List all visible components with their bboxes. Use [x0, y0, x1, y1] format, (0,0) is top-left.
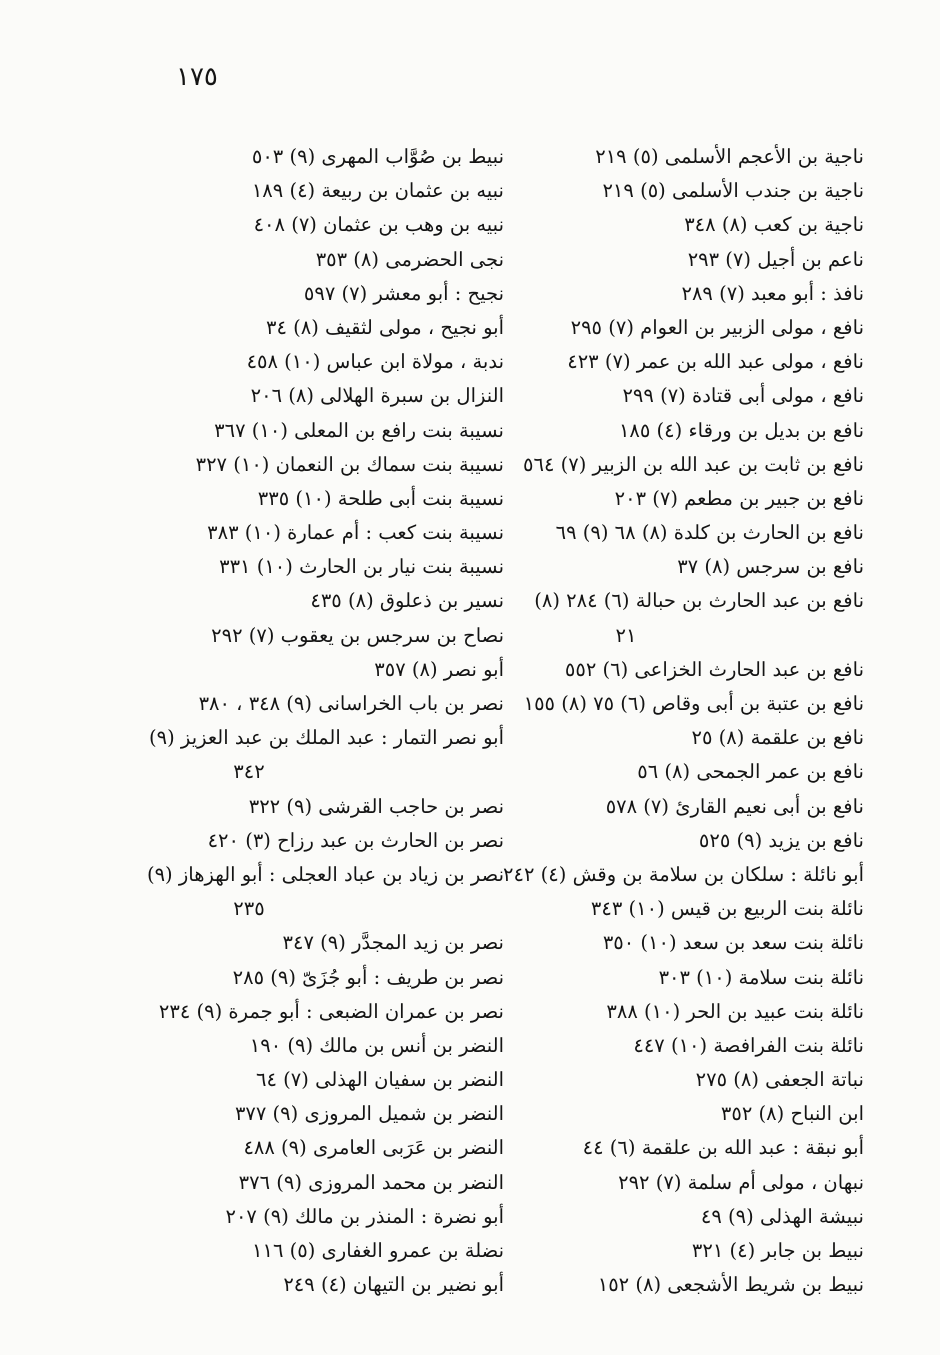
- index-entry: نافع بن يزيد (٩) ٥٢٥: [698, 828, 864, 852]
- index-entry: نافع بن الحارث بن كلدة (٨) ٦٨ (٩) ٦٩: [555, 521, 864, 545]
- index-entry: نائلة بنت سعد بن سعد (١٠) ٣٥٠: [602, 931, 864, 955]
- index-entry: نسيبة بنت نيار بن الحارث (١٠) ٣٣١: [219, 555, 504, 579]
- index-entry: نجى الحضرمى (٨) ٣٥٣: [315, 247, 504, 271]
- index-entry: نسيبة بنت كعب : أم عمارة (١٠) ٣٨٣: [207, 521, 504, 545]
- index-entry: أبو نبقة : عبد الله بن علقمة (٦) ٤٤: [582, 1136, 864, 1160]
- index-entry: نافذ : أبو معبد (٧) ٢٨٩: [681, 281, 864, 305]
- index-entry: نافع ، مولى أبى قتادة (٧) ٢٩٩: [622, 384, 864, 408]
- index-entry: نائلة بنت الربيع بن قيس (١٠) ٣٤٣: [590, 897, 864, 921]
- index-entry: نصر بن الحارث بن عبد رزاح (٣) ٤٢٠: [207, 828, 504, 852]
- index-entry: ناجية بن الأعجم الأسلمى (٥) ٢١٩: [595, 145, 864, 168]
- index-entry: نبيه بن وهب بن عثمان (٧) ٤٠٨: [253, 213, 504, 237]
- index-entry: نبيط بن صُوَّاب المهرى (٩) ٥٠٣: [251, 145, 504, 168]
- page-number: ١٧٥: [176, 62, 218, 92]
- index-entry: أبو نصر التمار : عبد الملك بن عبد العزيز (٩): [149, 726, 504, 750]
- index-entry: أبو نجيح ، مولى لثقيف (٨) ٣٤: [265, 315, 504, 339]
- index-entry: نافع بن عمر الجمحى (٨) ٥٦: [637, 760, 864, 784]
- index-entry: نبيط بن شريط الأشجعى (٨) ١٥٢: [597, 1273, 864, 1297]
- index-entry: نافع بن بديل بن ورقاء (٤) ١٨٥: [618, 418, 864, 442]
- index-entry: نصر بن عمران الضبعى : أبو جمرة (٩) ٢٣٤: [158, 999, 504, 1023]
- index-entry: نافع ، مولى الزبير بن العوام (٧) ٢٩٥: [570, 315, 864, 339]
- index-column-left: [146, 140, 504, 1302]
- index-entry: نافع بن عبد الحارث بن حبالة (٦) ٢٨٤ (٨): [534, 589, 864, 613]
- index-entry: أبو نضير بن التيهان (٤) ٢٤٩: [283, 1273, 504, 1297]
- index-entry: أبو نصر (٨) ٣٥٧: [374, 657, 504, 681]
- index-entry: النزال بن سبرة الهلالى (٨) ٢٠٦: [250, 384, 504, 408]
- index-entry: نائلة بنت عبيد بن الحر (١٠) ٣٨٨: [606, 999, 864, 1023]
- index-entry: نسيبة بنت أبى طلحة (١٠) ٣٣٥: [257, 486, 504, 510]
- index-entry: نافع بن عبد الحارث الخزاعى (٦) ٥٥٢: [564, 657, 864, 681]
- index-entry: أبو نضرة : المنذر بن مالك (٩) ٢٠٧: [225, 1204, 504, 1228]
- index-entry: نبيط بن جابر (٤) ٣٢١: [691, 1239, 864, 1262]
- index-entry: نافع بن عتبة بن أبى وقاص (٦) ٧٥ (٨) ١٥٥: [523, 692, 864, 715]
- index-entry: ناعم بن أجيل (٧) ٢٩٣: [687, 247, 864, 271]
- index-entry: ندبة ، مولاة ابن عباس (١٠) ٤٥٨: [246, 350, 504, 374]
- index-entry: نافع بن جبير بن مطعم (٧) ٢٠٣: [614, 486, 864, 510]
- index-entry: النضر بن سفيان الهذلى (٧) ٦٤: [256, 1068, 504, 1092]
- index-entry: النضر بن عَرَبى العامرى (٩) ٤٨٨: [243, 1136, 504, 1160]
- index-entry: نصاح بن سرجس بن يعقوب (٧) ٢٩٢: [211, 623, 504, 647]
- index-entry: نصر بن حاجب القرشى (٩) ٣٢٢: [248, 794, 504, 818]
- index-entry: أبو نائلة : سلكان بن سلامة بن وقش (٤) ٢٤٢: [503, 862, 864, 886]
- index-entry: ٣٤٢: [233, 760, 265, 784]
- index-entry: نصر بن زياد بن عباد العجلى : أبو الهزهاز (٩): [146, 862, 504, 886]
- index-entry: نافع ، مولى عبد الله بن عمر (٧) ٤٢٣: [567, 350, 864, 374]
- index-entry: نصر بن طريف : أبو جُزَىّ (٩) ٢٨٥: [232, 965, 504, 989]
- index-entry: نصر بن زيد المجدَّر (٩) ٣٤٧: [282, 931, 504, 955]
- index-entry: نباتة الجعفى (٨) ٢٧٥: [695, 1068, 864, 1092]
- index-entry: النضر بن محمد المروزى (٩) ٣٧٦: [238, 1170, 504, 1194]
- index-entry: نجيح : أبو معشر (٧) ٥٩٧: [303, 281, 504, 305]
- index-entry: نافع بن سرجس (٨) ٣٧: [677, 555, 864, 579]
- index-entry: نبيه بن عثمان بن ربيعة (٤) ١٨٩: [251, 179, 504, 203]
- index-entry: نائلة بنت الفرافصة (١٠) ٤٤٧: [633, 1033, 864, 1057]
- index-entry: نافع بن علقمة (٨) ٢٥: [691, 726, 864, 750]
- index-entry: نسيبة بنت سماك بن النعمان (١٠) ٣٢٧: [195, 452, 504, 476]
- index-entry: نصر بن باب الخراسانى (٩) ٣٤٨ ، ٣٨٠: [198, 692, 504, 715]
- index-entry: نسيبة بنت رافع بن المعلى (١٠) ٣٦٧: [214, 418, 504, 442]
- index-entry: ابن النباح (٨) ٣٥٢: [720, 1102, 864, 1126]
- index-entry: ناجية بن كعب (٨) ٣٤٨: [684, 213, 864, 237]
- index-entry: نضلة بن عمرو الغفارى (٥) ١١٦: [252, 1239, 504, 1262]
- index-entry: نائلة بنت سلامة (١٠) ٣٠٣: [658, 965, 864, 989]
- index-entry: ٢٣٥: [233, 897, 265, 921]
- index-entry: نبيشة الهذلى (٩) ٤٩: [700, 1204, 864, 1228]
- index-entry: النضر بن شميل المروزى (٩) ٣٧٧: [234, 1102, 504, 1126]
- index-entry: نبهان ، مولى أم سلمة (٧) ٢٩٢: [618, 1170, 864, 1194]
- index-entry: نسير بن ذعلوق (٨) ٤٣٥: [310, 589, 504, 613]
- index-entry: النضر بن أنس بن مالك (٩) ١٩٠: [249, 1033, 504, 1057]
- index-column-right: [503, 140, 864, 1302]
- index-entry: ٢١: [615, 623, 637, 647]
- index-entry: نافع بن أبى نعيم القارئ (٧) ٥٧٨: [605, 794, 864, 818]
- index-entry: نافع بن ثابت بن عبد الله بن الزبير (٧) ٥٦٤: [523, 452, 864, 476]
- index-entry: ناجية بن جندب الأسلمى (٥) ٢١٩: [602, 179, 864, 203]
